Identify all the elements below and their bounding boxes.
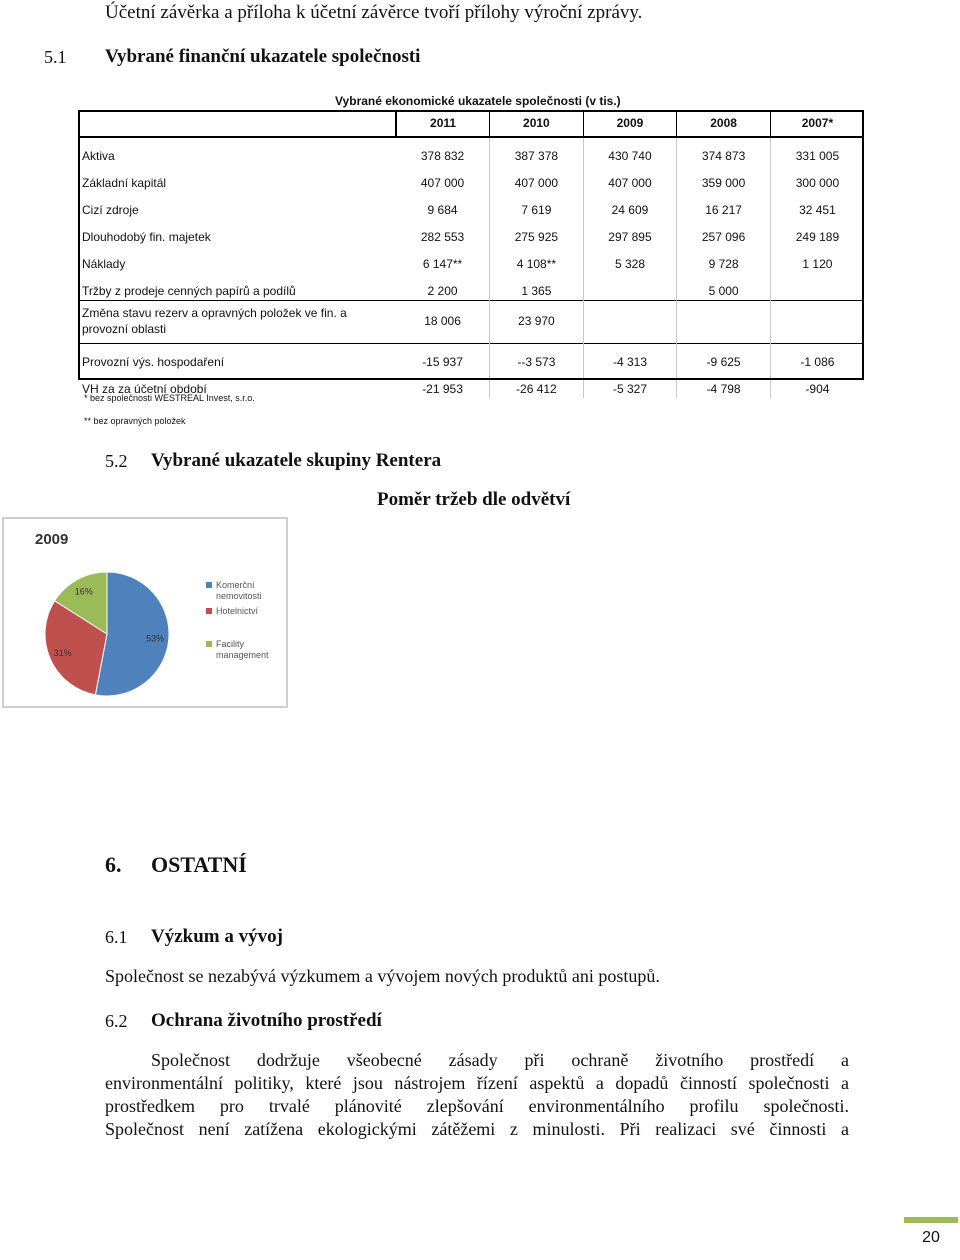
row-label: Aktiva [82, 149, 115, 163]
table-cell: 2 200 [427, 284, 458, 298]
legend-label: Hotelnictví [216, 606, 259, 616]
table-cell [583, 273, 677, 301]
row-label: Náklady [82, 257, 126, 271]
section-6-2-number: 6.2 [105, 1011, 128, 1031]
column-header: 2011 [396, 110, 490, 137]
table-cell: 24 609 [583, 192, 677, 219]
table-row [78, 219, 864, 246]
paragraph-line: environmentální politiky, které jsou nástrojem řízení aspektů a dopadů činností společnosti a [105, 1073, 849, 1093]
table-cell: 331 005 [770, 137, 864, 165]
section-6-1-title: Výzkum a vývoj [151, 926, 283, 947]
table-cell: 407 000 [490, 165, 584, 192]
table-cell: --3 573 [490, 344, 584, 372]
table-cell: 18 006 [396, 301, 490, 344]
paragraph-line: prostředkem pro trvalé plánovité zlepšování environmentálního profilu společnosti. [105, 1096, 849, 1116]
table-cell: 4 108** [490, 246, 584, 273]
table-cell: 6 147** [422, 257, 463, 271]
table-cell: 1 365 [490, 273, 584, 301]
table-cell: -15 937 [396, 344, 490, 372]
legend-label: Komerční [216, 580, 255, 590]
row-label: Tržby z prodeje cenných papírů a podílů [82, 284, 296, 298]
section-6-1-text: Společnost se nezabývá výzkumem a vývojem nových produktů ani postupů. [105, 966, 660, 986]
table-cell: 1 120 [770, 246, 864, 273]
column-header: 2007* [770, 110, 864, 137]
table-cell: 9 728 [677, 246, 771, 273]
table-cell: 282 553 [420, 230, 465, 244]
table-cell: 374 873 [677, 137, 771, 165]
section-6-1-number: 6.1 [105, 927, 128, 947]
table-cell: -5 327 [583, 371, 677, 398]
chart-heading: Poměr tržeb dle odvětví [377, 489, 571, 510]
section-6-title: OSTATNÍ [151, 852, 247, 877]
table-cell: 257 096 [677, 219, 771, 246]
table-cell: -1 086 [770, 344, 864, 372]
footnote-1: * bez společnosti WESTREAL Invest, s.r.o. [84, 393, 255, 403]
header-empty-cell [78, 110, 396, 137]
table-cell: 249 189 [770, 219, 864, 246]
table-cell: -21 953 [422, 382, 463, 396]
table-row [78, 246, 864, 273]
table-cell: 5 328 [583, 246, 677, 273]
table-cell: 359 000 [677, 165, 771, 192]
row-label: Provozní výs. hospodaření [78, 344, 396, 372]
table-cell: 16 217 [677, 192, 771, 219]
table-row [78, 344, 864, 372]
table-cell: -9 625 [677, 344, 771, 372]
pie-data-label: 31% [53, 648, 72, 659]
financial-indicators-table [78, 110, 864, 398]
table-row [78, 137, 864, 165]
table-cell: 430 740 [583, 137, 677, 165]
section-6-2-title: Ochrana životního prostředí [151, 1010, 382, 1031]
table-cell: -26 412 [490, 371, 584, 398]
legend-swatch [206, 641, 212, 647]
table-cell: 387 378 [490, 137, 584, 165]
table-cell: 32 451 [770, 192, 864, 219]
pie-chart-container [2, 517, 288, 708]
section-5-1-number: 5.1 [44, 47, 67, 67]
row-label: Cizí zdroje [82, 203, 139, 217]
table-cell: -904 [770, 371, 864, 398]
table-cell: 23 970 [490, 301, 584, 344]
column-header: 2010 [490, 110, 584, 137]
legend-label: Facility [216, 639, 245, 649]
table-cell [770, 301, 864, 344]
intro-line: Účetní závěrka a příloha k účetní závěrce tvoří přílohy výroční zprávy. [105, 2, 643, 23]
row-label: Změna stavu rezerv a opravných položek ve fin. a provozní oblasti [78, 301, 396, 344]
row-label: VH za za účetní období [82, 382, 207, 396]
section-5-2-number: 5.2 [105, 451, 128, 471]
table-row [78, 273, 864, 301]
legend-label: nemovitosti [216, 591, 262, 601]
table-cell [677, 301, 771, 344]
page-number: 20 [904, 1217, 958, 1255]
legend-swatch [206, 582, 212, 588]
column-header: 2008 [677, 110, 771, 137]
table-cell: 5 000 [677, 273, 771, 301]
table-caption: Vybrané ekonomické ukazatele společnosti (v tis.) [335, 94, 621, 108]
footnote-2: ** bez opravných položek [84, 416, 186, 426]
table-cell: 297 895 [583, 219, 677, 246]
legend-swatch [206, 608, 212, 614]
legend-label: management [216, 650, 269, 660]
section-6-number: 6. [105, 852, 122, 877]
chart-title: 2009 [35, 531, 69, 548]
section-5-1-title: Vybrané finanční ukazatele společnosti [105, 46, 421, 67]
table-cell: 9 684 [427, 203, 458, 217]
table-row [78, 301, 864, 344]
column-header: 2009 [583, 110, 677, 137]
table-cell [770, 273, 864, 301]
section-5-2-title: Vybrané ukazatele skupiny Rentera [151, 450, 442, 471]
row-label: Dlouhodobý fin. majetek [82, 230, 211, 244]
table-cell: 275 925 [490, 219, 584, 246]
table-cell: 300 000 [770, 165, 864, 192]
paragraph-line: Společnost není zatížena ekologickými zátěžemi z minulosti. Při realizaci své činnosti a [105, 1119, 849, 1139]
table-cell: 378 832 [420, 149, 465, 163]
table-header-row [78, 110, 864, 137]
table-row [78, 165, 864, 192]
table-cell: 407 000 [420, 176, 465, 190]
table-cell: 407 000 [583, 165, 677, 192]
paragraph-line: Společnost dodržuje všeobecné zásady při ochraně životního prostředí a [151, 1050, 849, 1070]
table-cell: -4 798 [677, 371, 771, 398]
table-cell: -4 313 [583, 344, 677, 372]
table-row [78, 192, 864, 219]
pie-chart [4, 519, 286, 706]
pie-data-label: 16% [74, 586, 93, 597]
table-cell [583, 301, 677, 344]
pie-data-label: 53% [146, 633, 165, 644]
table-cell: 7 619 [490, 192, 584, 219]
row-label: Základní kapitál [82, 176, 167, 190]
